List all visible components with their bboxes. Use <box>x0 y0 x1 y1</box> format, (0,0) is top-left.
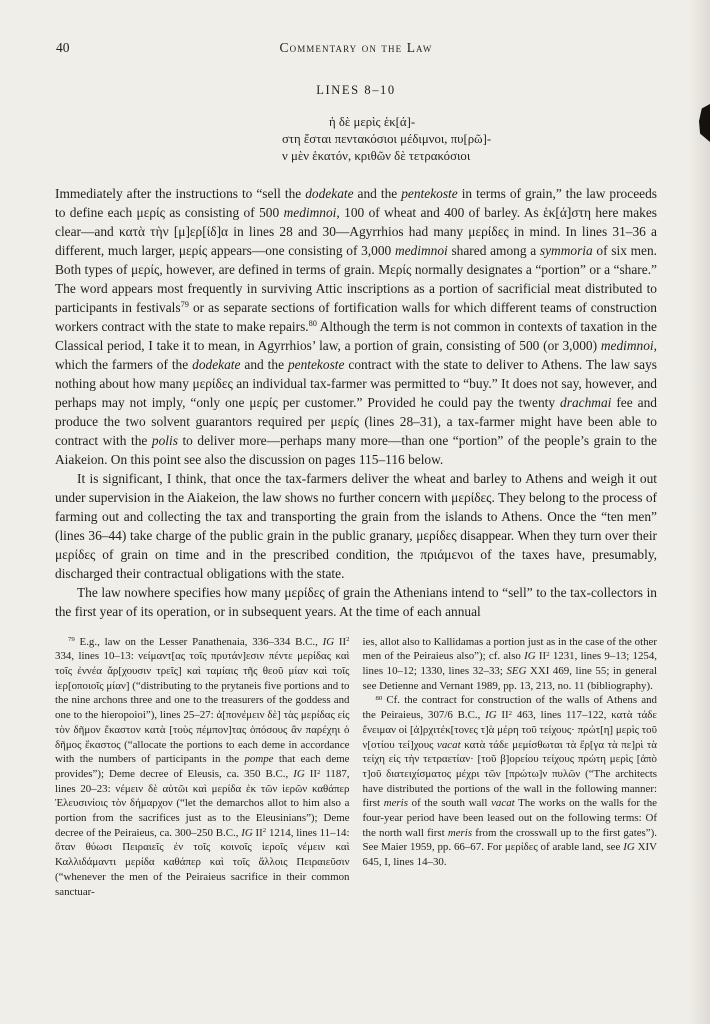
page-header <box>55 40 657 58</box>
footnote-80: $^{80}$ Cf. the contract for construction of the walls of Athens and the Peiraieus, 307/6 B.C., IG $II^2$ 463, lines 117–122, κατὰ τάδε ἔνειμαν οἱ [ἀ]ρχιτέκ[τονες τ]ὰ μέρη τοῦ τείχους· πρώτ[η] μερὶς τοῦ ν[οτίου τεί]χους vacat κατὰ τάδε μεμίσθωται τὰ ἔρ[γα τὰ πε]ρὶ τὰ τείχη εἰς τὴν τετραετίαν· [τοῦ β]ορείου τείχους πρώτη μερὶς [ἀπὸ τ]οῦ διατειχίσματος μέχρι τῶν [πρώτω]ν πυλῶν (“The architects have distributed the portions of the wall in the following manner: first meris of the south wall vacat The works on the walls for the four-year period have been leased out on the following terms: Of the north wall first meris from the crosswall up to the first gates”). See Maier 1959, pp. 66–67. For μερίδες of arable land, see IG XIV 645, I, lines 14–30. <box>362 694 657 869</box>
main-text <box>55 184 657 621</box>
footnote-column-right <box>363 635 658 900</box>
greek-epigraph <box>282 114 657 166</box>
epigraph-line-3: ν μὲν ἑκατόν, κριθῶν δὲ τετρακόσιοι <box>282 149 471 164</box>
footnotes-section <box>55 635 657 900</box>
paragraph-2: It is significant, I think, that once the tax-farmers deliver the wheat and barley to Athens and weigh it out under supervision in the Aiakeion, the law shows no further concern with μερίδες. They belong to the process of farming out and collecting the tax and transporting the grain from the islands to Athens. Once the “ten men” (lines 36–44) take charge of the public grain in the public granary, μερίδες disappear. When they turn over their μερίδες of grain on time and in the prescribed condition, the πριάμενοι of the taxes have, presumably, discharged their contractual obligations with the state. <box>55 470 657 581</box>
footnote-79-continuation: ies, allot also to Kallidamas a portion just as in the case of the other men of the Peiraieus also”); cf. also IG $II^2$ 1231, lines 9–13; 1254, lines 10–12; 1330, lines 32–33; SEG XXI 469, line 55; in general see Detienne and Vernant 1989, pp. 13, 213, no. 11 (bibliography). <box>362 635 657 692</box>
footnote-column-left <box>55 635 350 900</box>
page-number: 40 <box>56 40 70 55</box>
running-head: Commentary on the Law <box>279 40 433 55</box>
epigraph-line-2: στη ἔσται πεντακόσιοι μέδιμνοι, πυ[ρῶ]- <box>282 132 492 147</box>
epigraph-line-1: ἡ δὲ μερὶς ἑκ[ά]- <box>329 115 416 129</box>
footnote-79: $^{79}$ E.g., law on the Lesser Panathenaia, 336–334 B.C., IG $II^2$ 334, lines 10–13: νείμαντ[ας τοῖς πρυτάν]εσιν πέντε μερίδας καὶ τοῖς ἐννέα ἄρ[χουσιν τρεῖς] καὶ ταμίαις τῆς θεοῦ μίαν καὶ τοῖς ἱερ[οποιοῖς μίαν] (“distributing to the prytaneis five portions and to the nine archons three and one to the treasurers of the goddess and one to the hieropoioi”), lines 25–27: ἀ[πονέμειν δὲ] τὰς μερίδας εἰς τὸν δῆμον ἕκαστον κατὰ [τοὺς πέμπον]τας ὁπόσους ἂν παρέχηι ὁ δῆμος ἕκαστος (“allocate the portions to each deme in accordance with the numbers of participants in the pompe that each deme provides”); Deme decree of Eleusis, ca. 350 B.C., IG $II^2$ 1187, lines 20–23: νέμειν δὲ αὐτῶι καὶ μερίδα ἐκ τῶν ἱερῶν καθάπερ Ἐλευσινίοις τὸν δήμαρχον (“let the demarchos allot to him also a portion from the sacrifices just as to the Eleusinians”); Deme decree of the Peiraieus, ca. 300–250 B.C., IG $II^2$ 1214, lines 11–14: ὅταν θύωσι Πειραιεῖς ἐν τοῖς κοινοῖς ἱεροῖς νέμειν καὶ Καλλιδάμαντι μερίδα καθάπερ καὶ τοῖς ἄλλοις Πειραιεῦσιν (“whenever the men of the Peiraieus sacrifice in their common sanctuar- <box>55 635 350 898</box>
section-title: LINES 8–10 <box>316 83 396 97</box>
paragraph-3: The law nowhere specifies how many μερίδες of grain the Athenians intend to “sell” to the tax-collectors in the first year of its operation, or in subsequent years. At the time of each annual <box>55 584 657 619</box>
paragraph-1: Immediately after the instructions to “sell the dodekate and the pentekoste in terms of grain,” the law proceeds to define each μερίς as consisting of 500 medimnoi, 100 of wheat and 400 of barley. As ἑκ[ά]στη here makes clear—and κατὰ τὴν [μ]ερ[ίδ]α in lines 28 and 30—Agyrrhios had many μερίδες in mind. In lines 31–36 a different, much larger, μερίς appears—one consisting of 3,000 medimnoi shared among a symmoria of six men. Both types of μερίς, however, are defined in terms of grain. Μερίς normally designates a “portion” or a “share.” The word appears most frequently in surviving Attic inscriptions as a portion of sacrificial meat distributed to participants in festivals$^{79}$ or as separate sections of fortification walls for which different teams of construction workers contract with the state to make repairs.$^{80}$ Although the term is not common in contexts of taxation in the Classical period, I take it to mean, in Agyrrhios’ law, a portion of grain, consisting of 500 (or 3,000) medimnoi, which the farmers of the dodekate and the pentekoste contract with the state to deliver to Athens. The law says nothing about how many μερίδες an individual tax-farmer was permitted to “buy.” It does not say, however, and perhaps may not imply, “only one μερίς per customer.” Provided he could pay the twenty drachmai fee and produce the two solvent guarantors required per μερίς (lines 28–31), a tax-farmer might have been able to contract with the polis to deliver more—perhaps many more—than one “portion” of the people’s grain to the Aiakeion. On this point see also the discussion on pages 115–116 below. <box>55 185 657 467</box>
